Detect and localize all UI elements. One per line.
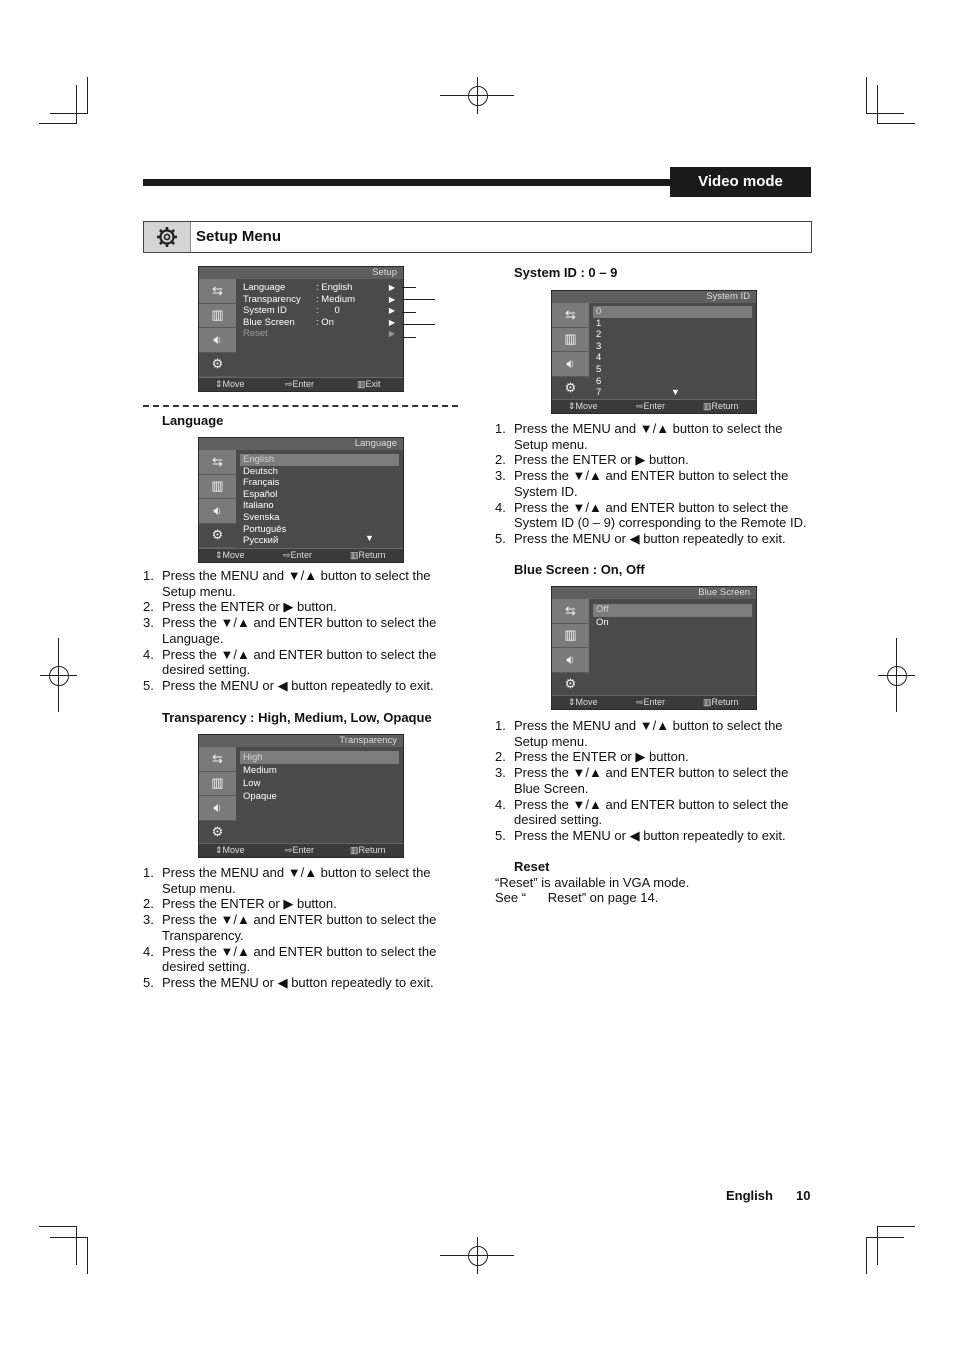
header-rule xyxy=(143,179,671,186)
list-item: 5. Press the MENU or ◀ button repeatedly to exit. xyxy=(495,827,786,843)
list-item: Español xyxy=(243,488,278,500)
list-item: 5. Press the MENU or ◀ button repeatedly to exit. xyxy=(143,677,434,693)
input-icon: ⇆ xyxy=(199,747,236,772)
list-item: Language : English ▶ xyxy=(243,282,395,293)
list-item: 1. Press the MENU and ▼/▲ button to select the Setup menu. xyxy=(495,421,783,452)
list-item: 4. Press the ▼/▲ and ENTER button to select the System ID (0 – 9) corresponding to the Remote ID. xyxy=(495,499,807,531)
list-item: 3. Press the ▼/▲ and ENTER button to select the Transparency. xyxy=(143,912,437,943)
reset-note: “Reset” is available in VGA mode. xyxy=(495,875,690,890)
picture-icon: ▥ xyxy=(552,624,589,649)
osd-footer xyxy=(552,695,756,709)
osd-sidebar xyxy=(199,747,236,845)
list-item: 2. Press the ENTER or ▶ button. xyxy=(495,749,689,765)
crop-mark xyxy=(877,1226,915,1227)
list-item: 3. Press the ▼/▲ and ENTER button to select the Blue Screen. xyxy=(495,765,789,796)
crop-mark xyxy=(877,85,878,124)
osd-title: Setup xyxy=(199,267,403,279)
osd-sidebar xyxy=(552,303,589,401)
picture-icon: ▥ xyxy=(199,772,236,797)
picture-icon: ▥ xyxy=(199,475,236,500)
gear-icon xyxy=(144,222,191,252)
list-item: 4. Press the ▼/▲ and ENTER button to select the desired setting. xyxy=(143,646,437,678)
gear-icon: ⚙︎ xyxy=(199,821,236,846)
list-item: Русский xyxy=(243,535,279,547)
crop-mark xyxy=(76,1226,77,1265)
osd-sidebar xyxy=(552,599,589,697)
list-item: Opaque xyxy=(243,791,277,802)
list-item: High xyxy=(240,751,399,764)
list-item: 1. Press the MENU and ▼/▲ button to select the Setup menu. xyxy=(143,568,431,599)
crop-mark xyxy=(76,85,77,124)
crop-mark xyxy=(866,113,904,114)
list-item: 2 xyxy=(596,329,602,341)
list-item: 3. Press the ▼/▲ and ENTER button to select the System ID. xyxy=(495,468,789,499)
move-hint: ⇕ Move xyxy=(215,845,245,855)
callout-line xyxy=(402,337,416,338)
list-item: Blue Screen : On ▶ xyxy=(243,316,395,328)
crop-mark xyxy=(866,1237,867,1274)
osd-option-list xyxy=(593,306,752,399)
exit-hint: ▥ Exit xyxy=(357,379,381,389)
osd-footer xyxy=(199,548,403,562)
enter-hint: ⇨ Enter xyxy=(283,550,313,560)
osd-option-list xyxy=(593,604,752,629)
list-item: 1. Press the MENU and ▼/▲ button to select the Setup menu. xyxy=(143,865,431,896)
list-item: Low xyxy=(243,778,261,789)
gear-icon: ⚙︎ xyxy=(199,524,236,549)
gear-icon: ⚙︎ xyxy=(552,673,589,698)
scroll-down-icon: ▼ xyxy=(671,387,680,397)
dashed-divider xyxy=(143,405,458,407)
callout-line xyxy=(402,299,435,300)
system-id-heading: System ID : 0 – 9 xyxy=(514,265,618,280)
language-steps xyxy=(143,568,453,694)
scroll-down-icon: ▼ xyxy=(365,533,374,543)
input-icon: ⇆ xyxy=(552,599,589,624)
transparency-heading: Transparency : High, Medium, Low, Opaque xyxy=(162,710,432,725)
list-item: 2. Press the ENTER or ▶ button. xyxy=(143,599,337,615)
list-item: Medium xyxy=(243,765,277,776)
list-item: Off xyxy=(593,604,752,617)
list-item: 1. Press the MENU and ▼/▲ button to select the Setup menu. xyxy=(495,718,783,749)
list-item: 3. Press the ▼/▲ and ENTER button to select the Language. xyxy=(143,615,437,646)
osd-footer xyxy=(199,843,403,857)
page-number: 10 xyxy=(796,1188,811,1203)
blue-screen-steps xyxy=(495,718,805,844)
move-hint: ⇕ Move xyxy=(568,401,598,411)
list-item: 6 xyxy=(596,375,602,387)
osd-option-list xyxy=(240,454,399,547)
osd-footer xyxy=(552,399,756,413)
language-heading: Language xyxy=(162,413,224,428)
return-hint: ▥ Return xyxy=(703,697,739,707)
osd-title: Language xyxy=(199,438,403,450)
speaker-icon: 🔉︎ xyxy=(199,796,236,821)
osd-footer xyxy=(199,377,403,391)
list-item: Français xyxy=(243,477,280,489)
crop-mark xyxy=(87,1237,88,1274)
list-item: 4. Press the ▼/▲ and ENTER button to select the desired setting. xyxy=(143,943,437,975)
list-item: 2. Press the ENTER or ▶ button. xyxy=(495,452,689,468)
language-osd-screen xyxy=(198,437,404,563)
input-icon: ⇆ xyxy=(199,279,236,304)
transparency-steps xyxy=(143,865,453,991)
reset-heading: Reset xyxy=(514,859,550,874)
registration-mark xyxy=(468,86,488,106)
crop-mark xyxy=(866,1237,904,1238)
reset-reference: See “ Reset” on page 14. xyxy=(495,890,659,905)
gear-icon: ⚙︎ xyxy=(199,353,236,378)
callout-line xyxy=(402,312,416,313)
list-item: 5. Press the MENU or ◀ button repeatedly to exit. xyxy=(495,530,786,546)
list-item: 4 xyxy=(596,352,602,364)
crop-mark xyxy=(50,113,88,114)
enter-hint: ⇨ Enter xyxy=(285,379,315,389)
move-hint: ⇕ Move xyxy=(215,379,245,389)
osd-sidebar xyxy=(199,279,236,377)
blue-screen-osd-screen xyxy=(551,586,757,710)
list-item: On xyxy=(596,616,609,628)
return-hint: ▥ Return xyxy=(350,845,386,855)
list-item: Italiano xyxy=(243,500,274,512)
crop-mark xyxy=(50,1237,88,1238)
speaker-icon: 🔉︎ xyxy=(552,648,589,673)
section-title: Setup Menu xyxy=(196,228,281,245)
osd-title: Blue Screen xyxy=(552,587,756,599)
system-id-steps xyxy=(495,421,815,547)
setup-osd-screen xyxy=(198,266,404,392)
list-item: Português xyxy=(243,523,287,535)
list-item: Reset ▶ xyxy=(243,328,395,340)
footer-language: English xyxy=(726,1188,773,1203)
list-item: 2. Press the ENTER or ▶ button. xyxy=(143,896,337,912)
list-item: English xyxy=(240,454,399,466)
enter-hint: ⇨ Enter xyxy=(636,401,666,411)
list-item: 0 xyxy=(593,306,752,318)
registration-mark xyxy=(468,1246,488,1266)
list-item: Deutsch xyxy=(243,465,278,477)
crop-mark xyxy=(87,77,88,114)
enter-hint: ⇨ Enter xyxy=(285,845,315,855)
crop-mark xyxy=(39,123,77,124)
list-item: Transparency : Medium ▶ xyxy=(243,293,395,305)
move-hint: ⇕ Move xyxy=(568,697,598,707)
osd-menu-list xyxy=(240,282,399,340)
input-icon: ⇆ xyxy=(199,450,236,475)
list-item: 1 xyxy=(596,317,602,329)
osd-option-list xyxy=(240,751,399,803)
list-item: 7 xyxy=(596,387,602,399)
list-item: System ID : 0 ▶ xyxy=(243,305,395,317)
osd-title: Transparency xyxy=(199,735,403,747)
registration-mark xyxy=(887,666,907,686)
registration-mark xyxy=(49,666,69,686)
osd-title: System ID xyxy=(552,291,756,303)
gear-icon: ⚙︎ xyxy=(552,377,589,402)
speaker-icon: 🔉︎ xyxy=(199,328,236,353)
callout-line xyxy=(402,324,435,325)
crop-mark xyxy=(39,1226,77,1227)
section-header xyxy=(143,221,812,253)
move-hint: ⇕ Move xyxy=(215,550,245,560)
system-id-osd-screen xyxy=(551,290,757,414)
osd-sidebar xyxy=(199,450,236,548)
enter-hint: ⇨ Enter xyxy=(636,697,666,707)
picture-icon: ▥ xyxy=(552,328,589,353)
transparency-osd-screen xyxy=(198,734,404,858)
return-hint: ▥ Return xyxy=(350,550,386,560)
blue-screen-heading: Blue Screen : On, Off xyxy=(514,562,645,577)
picture-icon: ▥ xyxy=(199,304,236,329)
list-item: 5. Press the MENU or ◀ button repeatedly to exit. xyxy=(143,974,434,990)
crop-mark xyxy=(877,123,915,124)
list-item: 4. Press the ▼/▲ and ENTER button to select the desired setting. xyxy=(495,796,789,828)
input-icon: ⇆ xyxy=(552,303,589,328)
crop-mark xyxy=(877,1226,878,1265)
list-item: 5 xyxy=(596,363,602,375)
list-item: 3 xyxy=(596,340,602,352)
callout-line xyxy=(402,287,416,288)
list-item: Svenska xyxy=(243,511,280,523)
return-hint: ▥ Return xyxy=(703,401,739,411)
speaker-icon: 🔉︎ xyxy=(552,352,589,377)
mode-label: Video mode xyxy=(670,167,811,197)
speaker-icon: 🔉︎ xyxy=(199,499,236,524)
crop-mark xyxy=(866,77,867,114)
